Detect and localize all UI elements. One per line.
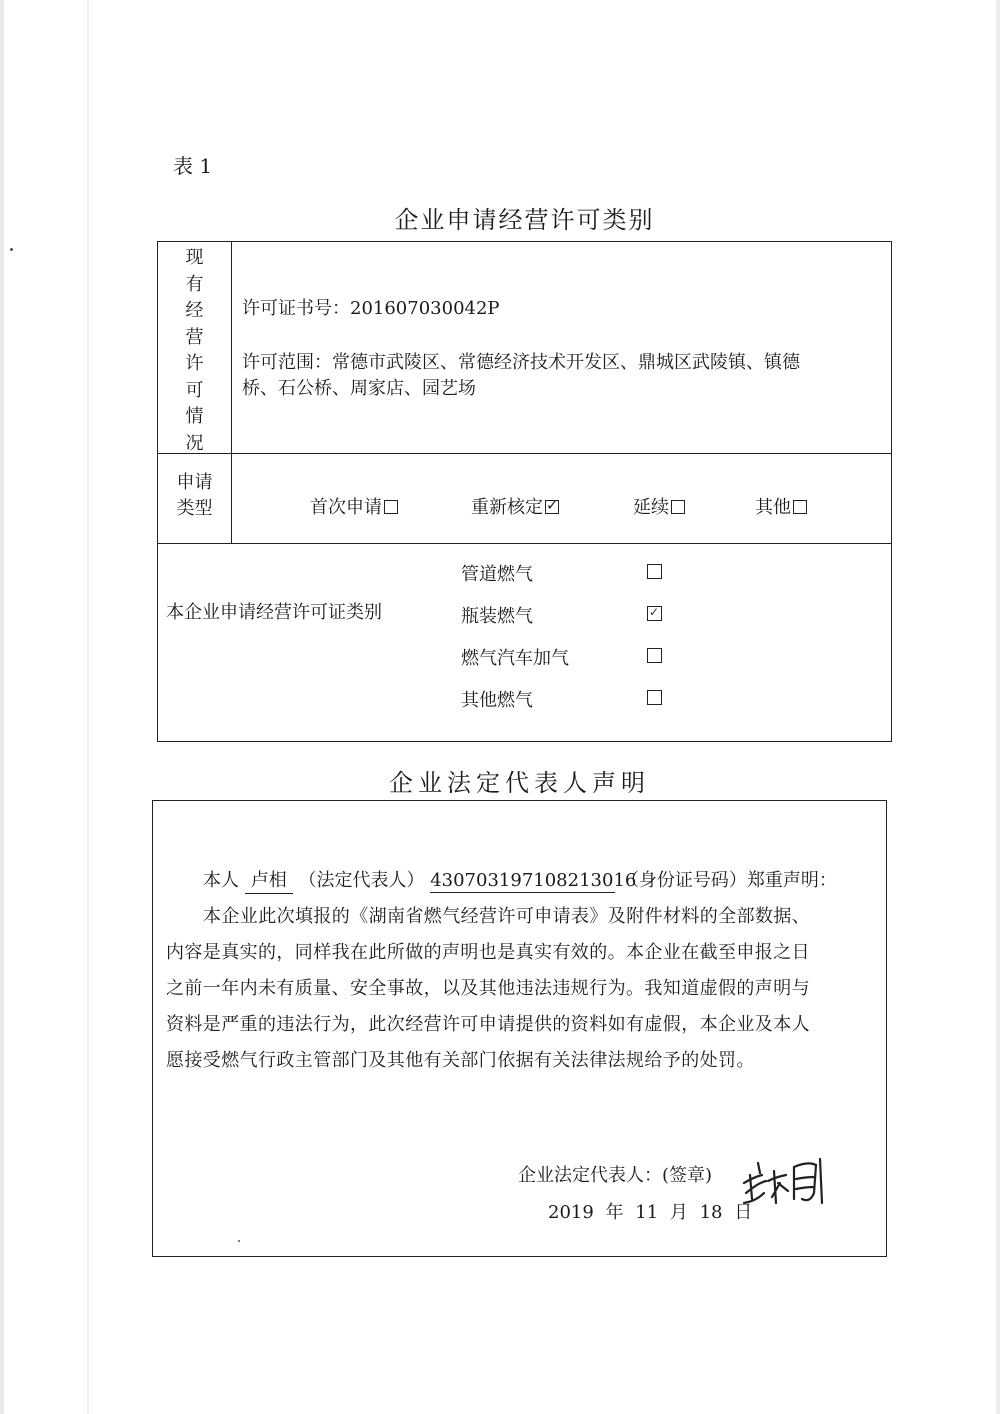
category-vehicle-gas: 燃气汽车加气	[461, 648, 569, 669]
form-title: 企业申请经营许可类别	[394, 206, 655, 234]
category-other-gas: 其他燃气	[461, 690, 533, 711]
license-number: 许可证书号：201607030042P	[242, 298, 500, 319]
declaration-body-line: 资料是严重的违法行为，此次经营许可申请提供的资料如有虚假，本企业及本人	[166, 1014, 810, 1035]
declaration-title: 企业法定代表人声明	[389, 769, 650, 797]
scan-edge-left	[0, 0, 4, 1414]
option-first-application[interactable]: 首次申请	[310, 493, 398, 519]
scan-edge-right	[996, 0, 1000, 1414]
license-form-table	[157, 241, 892, 742]
option-re-verification[interactable]: 重新核定✓	[471, 493, 559, 519]
table-label: 表 1	[173, 154, 213, 178]
declaration-intro: 本人 卢相 （法定代表人） 430703197108213016 （身份证号码）郑重声明：	[203, 866, 837, 894]
signature-label: 企业法定代表人：(签章)	[518, 1165, 713, 1186]
id-number: 430703197108213016	[430, 870, 637, 891]
row-divider	[158, 453, 891, 454]
handwritten-signature	[736, 1153, 831, 1208]
column-divider	[231, 242, 232, 543]
checkbox-vehicle-gas[interactable]	[647, 648, 662, 663]
checkbox-bottled-gas[interactable]	[647, 606, 662, 621]
declaration-body-line: 本企业此次填报的《湖南省燃气经营许可申请表》及附件材料的全部数据、	[203, 906, 811, 927]
checkbox-other[interactable]	[793, 500, 807, 514]
category-pipeline-gas: 管道燃气	[461, 564, 533, 585]
representative-name: 卢相	[245, 866, 293, 894]
category-bottled-gas: 瓶装燃气	[461, 606, 533, 627]
declaration-body-line: 之前一年内未有质量、安全事故，以及其他违法违规行为。我知道虚假的声明与	[166, 978, 810, 999]
scan-fold	[87, 0, 89, 1414]
declaration-box	[152, 800, 887, 1257]
row-divider	[158, 543, 891, 544]
license-category-header: 本企业申请经营许可证类别	[166, 602, 382, 623]
signature-date: 2019 年 11 月 18 日	[548, 1202, 753, 1223]
declaration-body-line: 愿接受燃气行政主管部门及其他有关部门依据有关法律法规给予的处罚。	[166, 1050, 755, 1071]
license-scope-line1: 许可范围：常德市武陵区、常德经济技术开发区、鼎城区武陵镇、镇德	[242, 352, 800, 373]
checkbox-renewal[interactable]	[671, 500, 685, 514]
checkbox-re-verification[interactable]	[545, 500, 559, 514]
scan-speck	[10, 248, 13, 251]
current-license-header: 现 有 经 营 许 可 情 况	[185, 247, 204, 454]
license-scope-line2: 桥、石公桥、周家店、园艺场	[242, 378, 476, 399]
checkbox-other-gas[interactable]	[647, 690, 662, 705]
checkbox-first-application[interactable]	[384, 500, 398, 514]
option-renewal[interactable]: 延续	[633, 493, 685, 519]
option-other[interactable]: 其他	[755, 493, 807, 519]
checkbox-pipeline-gas[interactable]	[647, 564, 662, 579]
application-type-header: 申请 类型	[176, 472, 213, 519]
declaration-body-line: 内容是真实的，同样我在此所做的声明也是真实有效的。本企业在截至申报之日	[166, 942, 810, 963]
